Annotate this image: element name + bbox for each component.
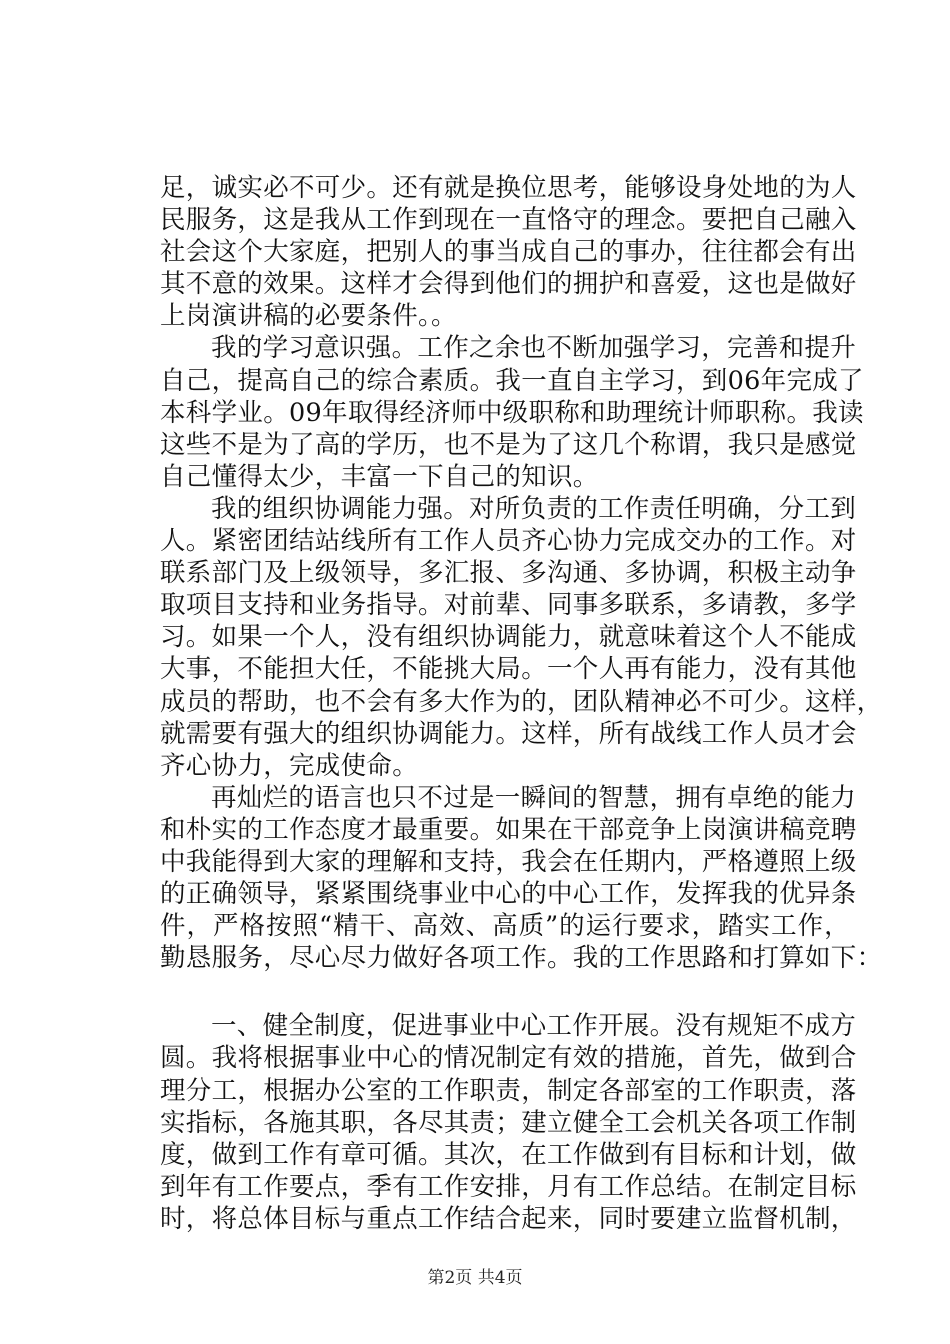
text-line: 自己懂得太少，丰富一下自己的知识。 (160, 461, 599, 492)
paragraph-5 (160, 1010, 857, 1235)
text-line: 人。紧密团结站线所有工作人员齐心协力完成交办的工作。对 (160, 526, 857, 557)
text-line: 圆。我将根据事业中心的情况制定有效的措施，首先，做到合 (160, 1043, 857, 1074)
text-line: 本科学业。09年取得经济师中级职称和助理统计师职称。我读 (160, 397, 864, 428)
text-line: 成员的帮助，也不会有多大作为的，团队精神必不可少。这样， (160, 686, 883, 717)
text-line: 实指标，各施其职，各尽其责；建立健全工会机关各项工作制 (160, 1107, 857, 1138)
text-line: 中我能得到大家的理解和支持，我会在任期内，严格遵照上级 (160, 846, 857, 877)
text-line: 联系部门及上级领导，多汇报、多沟通、多协调，积极主动争 (160, 558, 857, 589)
text-line: 大事，不能担大任，不能挑大局。一个人再有能力，没有其他 (160, 654, 857, 685)
text-line: 理分工，根据办公室的工作职责，制定各部室的工作职责，落 (160, 1075, 857, 1106)
text-line: 齐心协力，完成使命。 (160, 750, 419, 781)
text-line: 足，诚实必不可少。还有就是换位思考，能够设身处地的为人 (160, 173, 857, 203)
text-line: 这些不是为了高的学历，也不是为了这几个称谓，我只是感觉 (160, 429, 857, 460)
text-line: 习。如果一个人，没有组织协调能力，就意味着这个人不能成 (160, 622, 857, 653)
text-line: 取项目支持和业务指导。对前辈、同事多联系，多请教，多学 (160, 590, 857, 621)
text-line: 到年有工作要点，季有工作安排，月有工作总结。在制定目标 (160, 1171, 857, 1202)
text-line: 再灿烂的语言也只不过是一瞬间的智慧，拥有卓绝的能力 (211, 782, 857, 813)
text-line: 度，做到工作有章可循。其次，在工作做到有目标和计划，做 (160, 1139, 857, 1170)
text-line: 民服务，这是我从工作到现在一直恪守的理念。要把自己融入 (160, 205, 857, 236)
text-line: 时，将总体目标与重点工作结合起来，同时要建立监督机制， (160, 1203, 857, 1234)
text-line: 社会这个大家庭，把别人的事当成自己的事办，往往都会有出 (160, 237, 857, 268)
text-line: 就需要有强大的组织协调能力。这样，所有战线工作人员才会 (160, 718, 857, 749)
text-line: 我的组织协调能力强。对所负责的工作责任明确，分工到 (211, 493, 857, 524)
document-body (160, 172, 883, 1234)
text-line: 和朴实的工作态度才最重要。如果在干部竞争上岗演讲稿竞聘 (160, 814, 857, 845)
text-line: 的正确领导，紧紧围绕事业中心的中心工作，发挥我的优异条 (160, 879, 857, 910)
text-line: 我的学习意识强。工作之余也不断加强学习，完善和提升 (211, 333, 857, 364)
text-line: 自己，提高自己的综合素质。我一直自主学习，到06年完成了 (160, 365, 864, 396)
text-line: 一、健全制度，促进事业中心工作开展。没有规矩不成方 (211, 1011, 857, 1042)
text-line: 其不意的效果。这样才会得到他们的拥护和喜爱，这也是做好 (160, 269, 857, 300)
text-line: 勤恳服务，尽心尽力做好各项工作。我的工作思路和打算如下： (160, 943, 883, 974)
paragraph-4 (160, 782, 883, 975)
paragraph-2 (160, 332, 864, 492)
text-line: 上岗演讲稿的必要条件。。 (160, 301, 457, 332)
paragraph-1 (160, 172, 857, 332)
page-number-footer: 第2页 共4页 (427, 1268, 523, 1288)
paragraph-gap (160, 974, 850, 1010)
text-line: 件，严格按照“精干、高效、高质”的运行要求，踏实工作， (160, 911, 850, 942)
paragraph-3 (160, 493, 883, 782)
